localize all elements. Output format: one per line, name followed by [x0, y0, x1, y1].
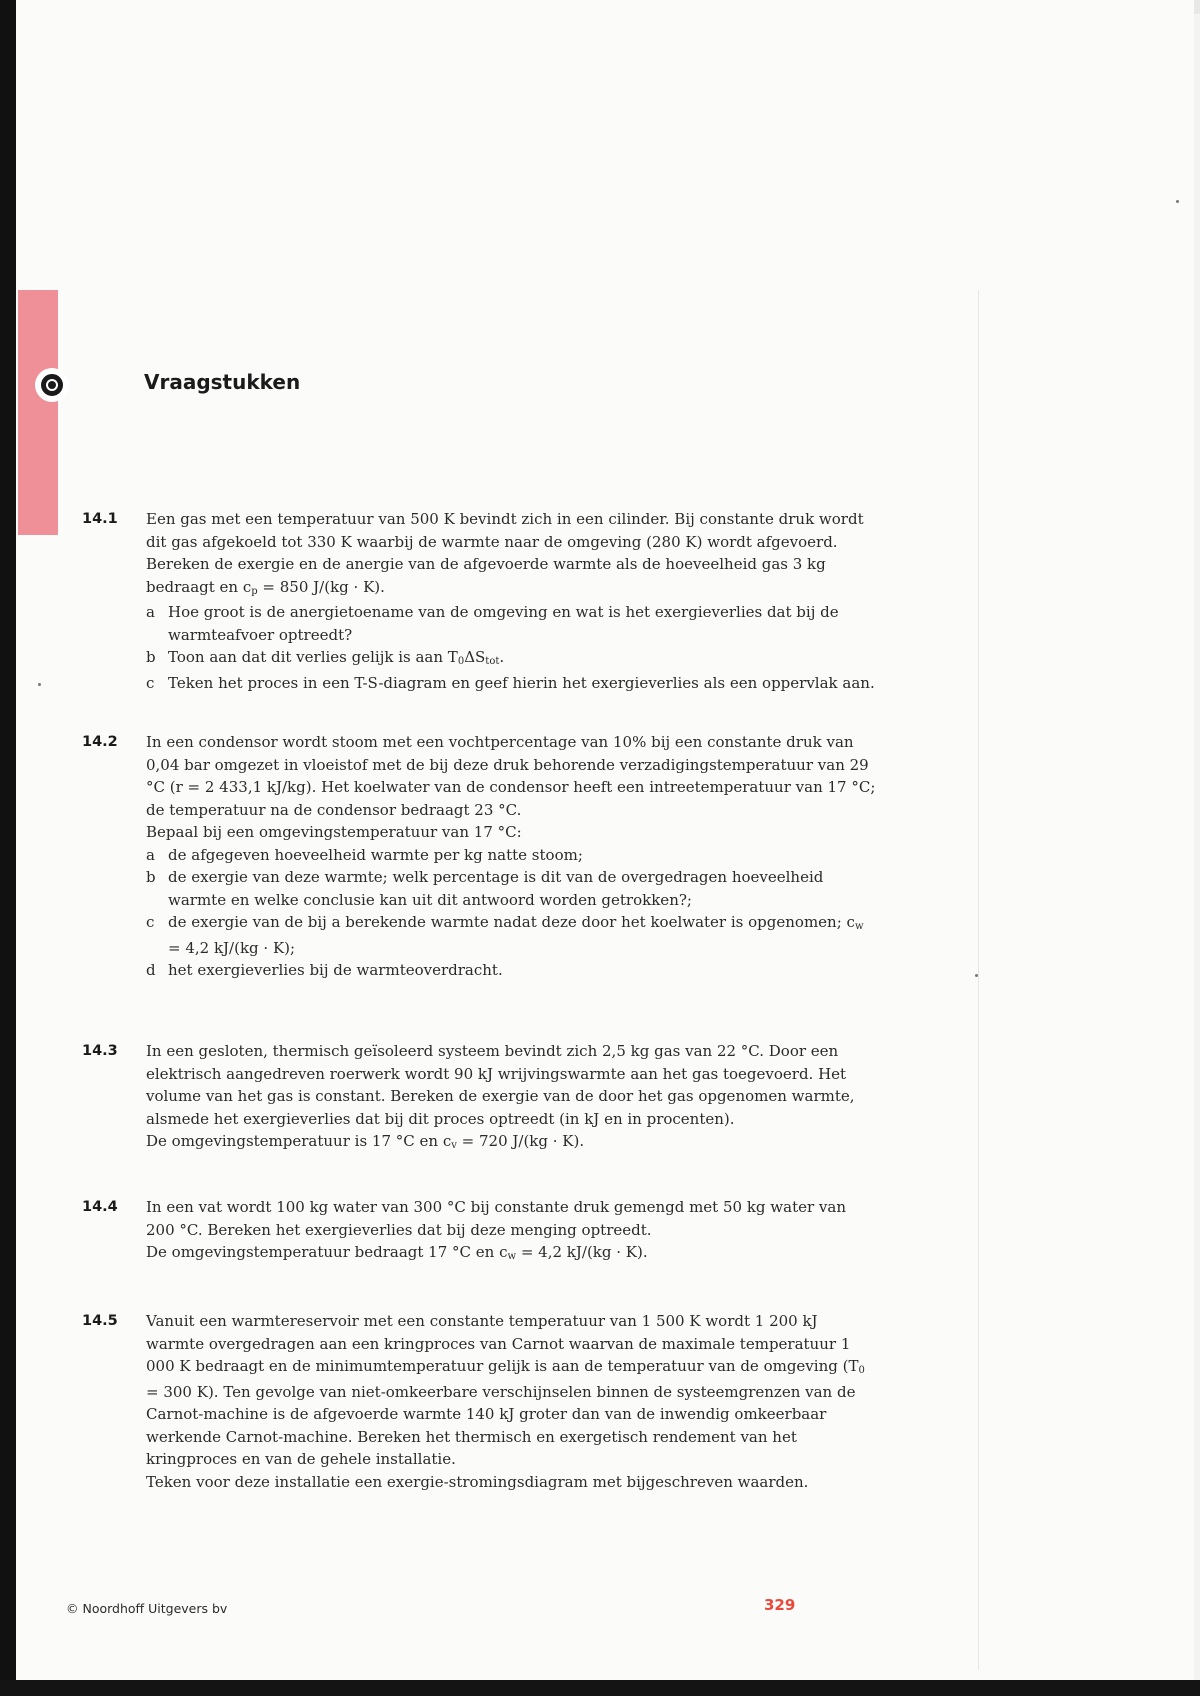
scan-speck — [38, 683, 41, 686]
problem-given: De omgevingstemperatuur bedraagt 17 °C en cw = 4,2 kJ/(kg · K). — [146, 1243, 648, 1262]
problem-number: 14.4 — [82, 1199, 118, 1215]
problem-text: Een gas met een temperatuur van 500 K bevindt zich in een cilinder. Bij constante druk wordt dit gas afgekoeld tot 330 K waarbij de warmte naar de omgeving (280 K) wordt afgevoerd. Bereken de exergie en de anergie van de afgevoerde warmte als de hoeveelheid gas 3 kg bedraagt en cp = 850 J/(kg · K). — [146, 510, 864, 597]
problem-text: In een condensor wordt stoom met een vochtpercentage van 10% bij een constante druk van 0,04 bar omgezet in vloeistof met de bij deze druk behorende verzadigingstemperatuur van 29 °C (r = 2 433,1 kJ/kg). Het koelwater van de condensor heeft een intreetemperatuur van 17 °C; de temperatuur na de condensor bedraagt 23 °C. — [146, 733, 876, 819]
problem-body — [146, 1310, 876, 1493]
sub-question: c de exergie van de bij a berekende warmte nadat deze door het koelwater is opgenomen; cw = 4,2 kJ/(kg · K); — [146, 913, 864, 957]
sub-question: a de afgegeven hoeveelheid warmte per kg natte stoom; — [146, 845, 583, 864]
problem-task: Teken voor deze installatie een exergie-stromingsdiagram met bijgeschreven waarden. — [146, 1472, 809, 1491]
problem-lead: Bepaal bij een omgevingstemperatuur van 17 °C: — [146, 823, 522, 841]
problem-given: De omgevingstemperatuur is 17 °C en cv = 720 J/(kg · K). — [146, 1132, 585, 1151]
section-title: Vraagstukken — [144, 370, 301, 394]
sub-question: b Toon aan dat dit verlies gelijk is aan T0ΔStot. — [146, 648, 505, 667]
sub-question: a Hoe groot is de anergietoename van de omgeving en wat is het exergieverlies dat bij de warmteafvoer optreedt? — [146, 603, 839, 644]
sub-question: b de exergie van deze warmte; welk percentage is dit van de overgedragen hoeveelheid warmte en welke conclusie kan uit dit antwoord worden getrokken?; — [146, 868, 824, 909]
page-edge-shadow — [978, 290, 979, 1670]
problem-number: 14.3 — [82, 1043, 118, 1059]
copyright-notice: © Noordhoff Uitgevers bv — [66, 1601, 228, 1616]
problem-number: 14.2 — [82, 734, 118, 750]
sub-question: d het exergieverlies bij de warmteoverdracht. — [146, 961, 503, 979]
section-bullet-dot — [48, 381, 56, 389]
problem-text: In een gesloten, thermisch geïsoleerd systeem bevindt zich 2,5 kg gas van 22 °C. Door een elektrisch aangedreven roerwerk wordt 90 kJ wrijvingswarmte aan het gas toegevoerd. Het volume van het gas is constant. Bereken de exergie van de door het gas opgenomen warmte, alsmede het exergieverlies dat bij dit proces optreedt (in kJ en in procenten). — [146, 1042, 855, 1128]
problem-text: Vanuit een warmtereservoir met een constante temperatuur van 1 500 K wordt 1 200 kJ warmte overgedragen aan een kringproces van Carnot waarvan de maximale temperatuur 1 000 K bedraagt en de minimumtemperatuur gelijk is aan de temperatuur van de omgeving (T0 = 300 K). Ten gevolge van niet-omkeerbare verschijnselen binnen de systeemgrenzen van de Carnot-machine is de afgevoerde warmte 140 kJ groter dan van de inwendig omkeerbaar werkende Carnot-machine. Bereken het thermisch en exergetisch rendement van het kringproces en van de gehele installatie. — [146, 1312, 865, 1468]
problem-body — [146, 508, 876, 694]
section-color-tab — [18, 290, 58, 535]
problem-text: In een vat wordt 100 kg water van 300 °C bij constante druk gemengd met 50 kg water van 200 °C. Bereken het exergieverlies dat bij deze menging optreedt. — [146, 1198, 846, 1239]
scan-speck — [1176, 200, 1179, 203]
scan-speck — [975, 974, 978, 977]
sub-question: c Teken het proces in een T-S-diagram en geef hierin het exergieverlies als een oppervlak aan. — [146, 673, 875, 692]
problem-body — [146, 1040, 876, 1156]
scan-border-bottom — [0, 1680, 1200, 1696]
sub-question-list — [146, 844, 876, 982]
sub-question-list — [146, 601, 876, 694]
problem-number: 14.1 — [82, 511, 118, 527]
page-number: 329 — [764, 1596, 796, 1614]
problem-number: 14.5 — [82, 1313, 118, 1329]
problem-body — [146, 731, 876, 982]
problem-body — [146, 1196, 876, 1267]
